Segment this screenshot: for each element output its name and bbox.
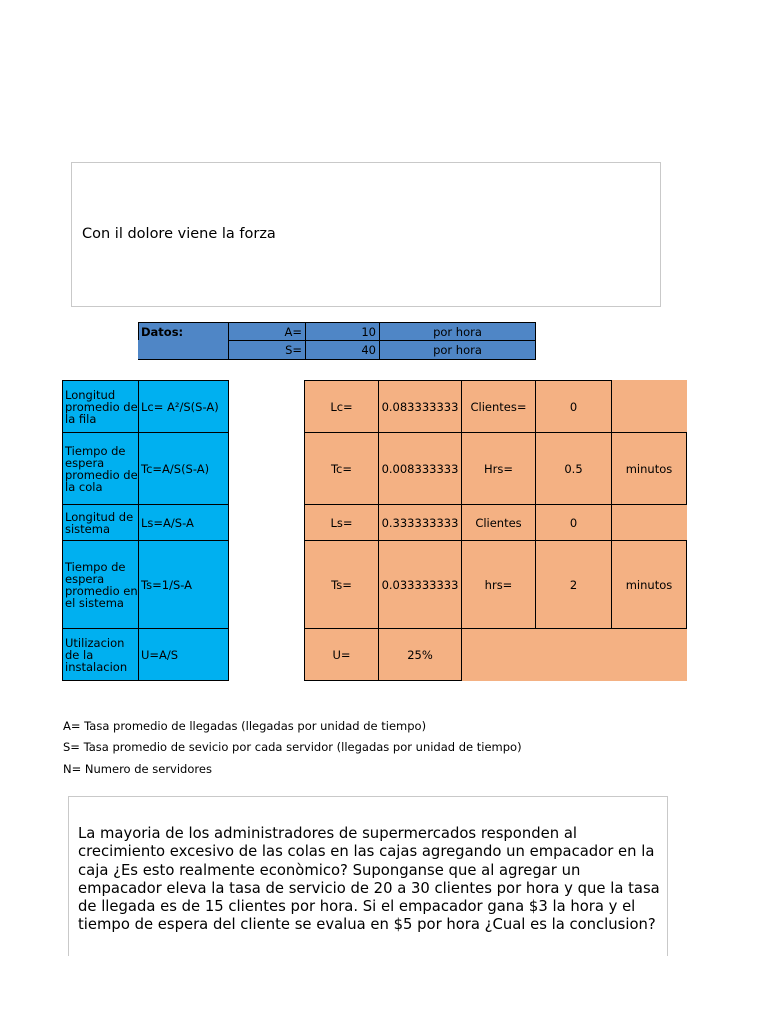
result-value2: 0.5 — [535, 432, 612, 505]
result-value: 0.033333333 — [378, 540, 462, 629]
result-value: 25% — [378, 628, 462, 681]
result-var: Ts= — [304, 540, 379, 629]
result-value: 0.008333333 — [378, 432, 462, 505]
formula-expression: Tc=A/S(S-A) — [138, 432, 229, 505]
result-unit: Clientes= — [461, 380, 536, 433]
quote-text: Con il dolore viene la forza — [82, 226, 276, 242]
formula-label: Utilizacion de la instalacion — [62, 628, 139, 681]
datos-var-a: A= — [228, 322, 306, 341]
problem-textbox — [68, 796, 668, 956]
result-unit: Clientes — [461, 504, 536, 541]
formula-expression: U=A/S — [138, 628, 229, 681]
result-unit: hrs= — [461, 540, 536, 629]
datos-unit-a: por hora — [379, 322, 536, 341]
formula-label: Longitud promedio de la fila — [62, 380, 139, 433]
formula-label: Tiempo de espera promedio de la cola — [62, 432, 139, 505]
datos-value-s: 40 — [305, 340, 380, 360]
note-line: A= Tasa promedio de llegadas (llegadas por unidad de tiempo) — [63, 719, 427, 733]
formula-expression: Ls=A/S-A — [138, 504, 229, 541]
datos-value-a: 10 — [305, 322, 380, 341]
datos-unit-s: por hora — [379, 340, 536, 360]
note-line: S= Tasa promedio de sevicio por cada servidor (llegadas por unidad de tiempo) — [63, 740, 522, 754]
result-value2: 0 — [535, 504, 612, 541]
formula-expression: Ts=1/S-A — [138, 540, 229, 629]
result-var: Ls= — [304, 504, 379, 541]
formula-label: Longitud de sistema — [62, 504, 139, 541]
result-value: 0.333333333 — [378, 504, 462, 541]
datos-var-s: S= — [228, 340, 306, 360]
note-line: N= Numero de servidores — [63, 762, 212, 776]
formula-label: Tiempo de espera promedio en el sistema — [62, 540, 139, 629]
problem-text: La mayoria de los administradores de supermercados responden al crecimiento excesivo de las colas en las cajas agregando un empacador en la caja ¿Es esto realmente econòmico? Suponganse que al agregar un empacador eleva la tasa de servicio de 20 a 30 clientes por hora y que la tasa de llegada es de 15 clientes por hora. Si el empacador gana $3 la hora y el tiempo de espera del cliente se evalua en $5 por hora ¿Cual es la conclusion? — [78, 825, 660, 934]
result-value2: 2 — [535, 540, 612, 629]
result-value: 0.083333333 — [378, 380, 462, 433]
result-var: U= — [304, 628, 379, 681]
result-var: Tc= — [304, 432, 379, 505]
datos-label: Datos: — [138, 322, 229, 341]
result-extra: minutos — [611, 540, 687, 629]
result-value2: 0 — [535, 380, 612, 433]
result-unit: Hrs= — [461, 432, 536, 505]
formula-expression: Lc= A²/S(S-A) — [138, 380, 229, 433]
datos-blank-cell — [138, 340, 229, 360]
quote-textbox — [71, 162, 661, 307]
result-var: Lc= — [304, 380, 379, 433]
result-extra: minutos — [611, 432, 687, 505]
